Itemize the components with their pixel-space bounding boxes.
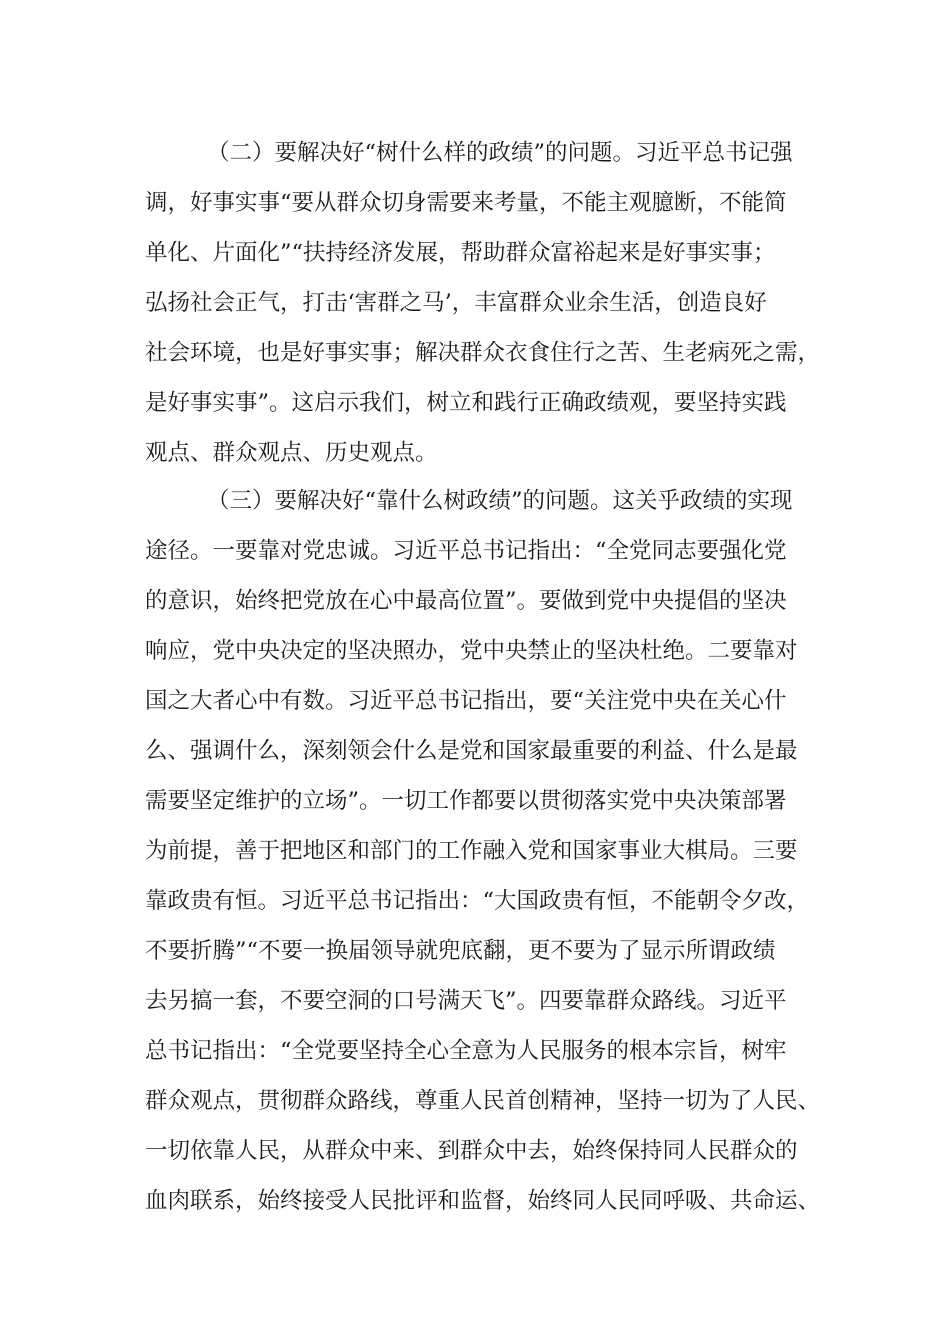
paragraph-line: 为前提，善于把地区和部门的工作融入党和国家事业大棋局。三要 — [145, 838, 798, 864]
paragraph-line: 弘扬社会正气，打击‘害群之马’，丰富群众业余生活，创造良好 — [145, 290, 767, 316]
paragraph-line: 么、强调什么，深刻领会什么是党和国家最重要的利益、什么是最 — [145, 738, 798, 764]
paragraph-line: 是好事实事”。这启示我们，树立和践行正确政绩观，要坚持实践 — [145, 390, 787, 416]
paragraph-line: 调，好事实事“要从群众切身需要来考量，不能主观臆断，不能简 — [145, 190, 787, 216]
paragraph-line: 途径。一要靠对党忠诚。习近平总书记指出：“全党同志要强化党 — [145, 538, 787, 564]
paragraph-line: 需要坚定维护的立场”。一切工作都要以贯彻落实党中央决策部署 — [145, 788, 787, 814]
paragraph-line: 总书记指出：“全党要坚持全心全意为人民服务的根本宗旨，树牢 — [145, 1038, 787, 1064]
paragraph-line: 单化、片面化”“扶持经济发展，帮助群众富裕起来是好事实事； — [145, 240, 776, 266]
paragraph-line: 响应，党中央决定的坚决照办，党中央禁止的坚决杜绝。二要靠对 — [145, 638, 798, 664]
paragraph-section-2 — [145, 128, 835, 478]
paragraph-line: 的意识，始终把党放在心中最高位置”。要做到党中央提倡的坚决 — [145, 588, 787, 614]
paragraph-line: （三）要解决好“靠什么树政绩”的问题。这关乎政绩的实现 — [207, 488, 793, 514]
paragraph-line: 社会环境，也是好事实事；解决群众衣食住行之苦、生老病死之需， — [145, 340, 821, 366]
paragraph-line: 国之大者心中有数。习近平总书记指出，要“关注党中央在关心什 — [145, 688, 787, 714]
paragraph-line: （二）要解决好“树什么样的政绩”的问题。习近平总书记强 — [207, 140, 793, 166]
paragraph-line: 观点、群众观点、历史观点。 — [145, 440, 438, 466]
paragraph-line: 群众观点，贯彻群众路线，尊重人民首创精神，坚持一切为了人民、 — [145, 1088, 821, 1114]
paragraph-line: 血肉联系，始终接受人民批评和监督，始终同人民同呼吸、共命运、 — [145, 1188, 821, 1214]
paragraph-section-3 — [145, 476, 835, 1226]
paragraph-line: 不要折腾”“不要一换届领导就兜底翻，更不要为了显示所谓政绩 — [145, 938, 776, 964]
paragraph-line: 一切依靠人民，从群众中来、到群众中去，始终保持同人民群众的 — [145, 1138, 798, 1164]
paragraph-line: 去另搞一套，不要空洞的口号满天飞”。四要靠群众路线。习近平 — [145, 988, 787, 1014]
paragraph-line: 靠政贵有恒。习近平总书记指出：“大国政贵有恒，不能朝令夕改， — [145, 888, 810, 914]
